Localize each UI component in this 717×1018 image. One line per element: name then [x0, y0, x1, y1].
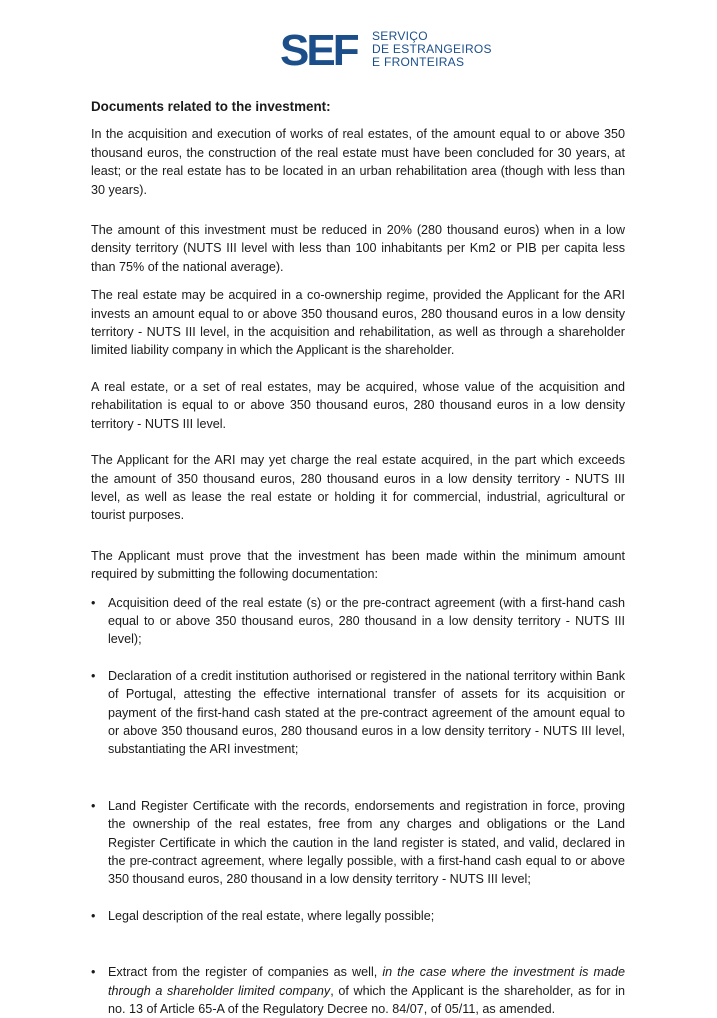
italic-phrase: in the case where the investment is made through a shareholder limited company: [108, 965, 625, 998]
paragraph-5: The Applicant for the ARI may yet charge the real estate acquired, in the part which exceeds the amount of 350 thousand euros, 280 thousand euros in a low density territory - NUTS III level, as well as lease the real estate or holding it for commercial, industrial, agricultural or tourist purposes.: [91, 453, 625, 523]
section-heading: Documents related to the investment:: [91, 99, 331, 114]
list-item: [91, 963, 625, 1018]
list-item: [91, 667, 625, 759]
bullet-icon: •: [91, 595, 96, 610]
paragraph-6: The Applicant must prove that the investment has been made within the minimum amount required by submitting the following documentation:: [91, 548, 625, 582]
logo-line-2: DE ESTRANGEIROS: [372, 41, 492, 56]
bullet-icon: •: [91, 908, 96, 923]
logo-line-1: SERVIÇO: [372, 28, 428, 43]
paragraph-1: In the acquisition and execution of works of real estates, of the amount equal to or above 350 thousand euros, the construction of the real estate must have been concluded for 30 years, at least; or the real estate has to be located in an urban rehabilitation area (though with less than 30 years).: [91, 127, 625, 197]
logo-text: [372, 30, 492, 69]
list-item-text: Declaration of a credit institution authorised or registered in the national territory within Bank of Portugal, attesting the effective international transfer of assets for its acquisition or payment of the first-hand cash stated at the pre-contract agreement of the amount equal to or above 350 thousand euros, 280 thousand euros in a low density territory - NUTS III level, substantiating the ARI investment;: [108, 668, 625, 757]
list-item-text: Legal description of the real estate, where legally possible;: [108, 908, 435, 923]
bullet-icon: •: [91, 798, 96, 813]
sef-logo: [280, 26, 492, 72]
documentation-list: [91, 594, 625, 1018]
list-item-text: Extract from the register of companies as well, in the case where the investment is made through a shareholder limited company, of which the Applicant is the shareholder, as for in no. 13 of Article 65-A of the Regulatory Decree no. 84/07, of 05/11, as amended.: [108, 965, 625, 1017]
paragraph-3: The real estate may be acquired in a co-ownership regime, provided the Applicant for the ARI invests an amount equal to or above 350 thousand euros, 280 thousand euros in a low density territory - NUTS III level, in the acquisition and rehabilitation, as well as through a shareholder limited liability company in which the Applicant is the shareholder.: [91, 288, 625, 358]
logo-letters: SEF: [280, 27, 357, 71]
list-item: [91, 594, 625, 649]
document-body: [91, 98, 625, 1018]
list-item: [91, 797, 625, 889]
sef-logo-mark: [280, 27, 366, 71]
paragraph-4: A real estate, or a set of real estates, may be acquired, whose value of the acquisition and rehabilitation is equal to or above 350 thousand euros, 280 thousand euros in a low density territory - NUTS III level.: [91, 379, 625, 431]
bullet-icon: •: [91, 965, 96, 980]
list-item-text: Acquisition deed of the real estate (s) or the pre-contract agreement (with a first-hand cash equal to or above 350 thousand euros, 280 thousand in a low density territory - NUTS III level);: [108, 595, 625, 647]
logo-line-3: E FRONTEIRAS: [372, 54, 465, 69]
list-item: [91, 907, 625, 925]
bullet-icon: •: [91, 668, 96, 683]
paragraph-2: The amount of this investment must be reduced in 20% (280 thousand euros) when in a low density territory (NUTS III level with less than 100 inhabitants per Km2 or PIB per capita less than 75% of the national average).: [91, 223, 625, 274]
list-item-text: Land Register Certificate with the records, endorsements and registration in force, proving the ownership of the real estates, free from any charges and obligations or the Land Register Certificate in which the caution in the land register is stated, and valid, declared in the pre-contract agreement, where legally possible, with a first-hand cash equal to or above 350 thousand euros, 280 thousand in a low density territory - NUTS III level;: [108, 798, 625, 887]
